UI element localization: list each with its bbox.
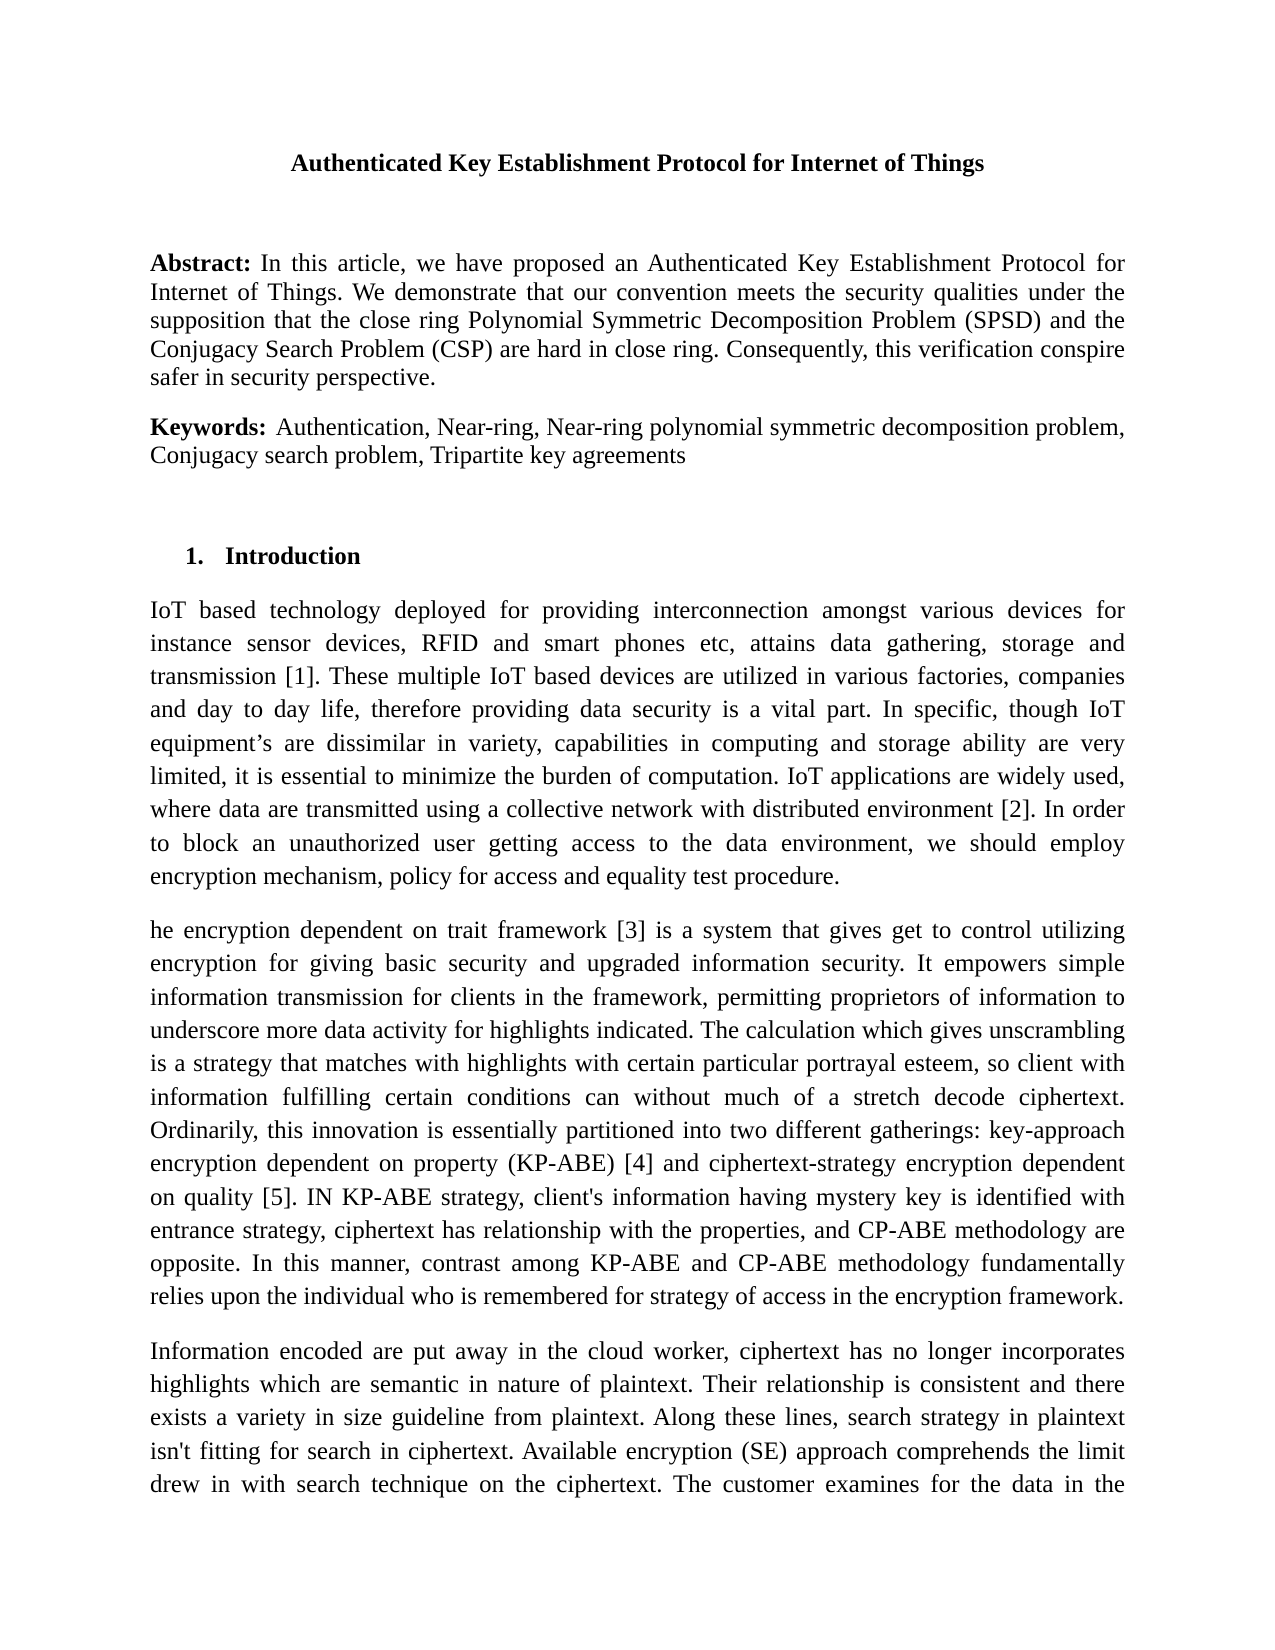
text-line: Conjugacy Search Problem (CSP) are hard in close ring. Consequently, this verification conspire	[150, 335, 1125, 363]
text-line: he encryption dependent on trait framework [3] is a system that gives get to control utilizing	[150, 917, 1125, 945]
keywords-label: Keywords:	[150, 413, 267, 441]
text-line: underscore more data activity for highlights indicated. The calculation which gives unscrambling	[150, 1017, 1125, 1045]
text-line: exists a variety in size guideline from plaintext. Along these lines, search strategy in plaintext	[150, 1404, 1125, 1432]
text-line: where data are transmitted using a collective network with distributed environment [2]. In order	[150, 796, 1125, 824]
abstract-section	[150, 250, 1125, 393]
paper-title: Authenticated Key Establishment Protocol for Internet of Things	[290, 150, 985, 177]
text-line: opposite. In this manner, contrast among KP-ABE and CP-ABE methodology fundamentally	[150, 1250, 1125, 1278]
text-line: safer in security perspective.	[150, 364, 436, 391]
text-line: Internet of Things. We demonstrate that our convention meets the security qualities under the	[150, 278, 1125, 306]
keywords-body	[150, 442, 1125, 471]
abstract-label: Abstract:	[150, 250, 252, 277]
section-title: Introduction	[225, 542, 361, 570]
text-line: isn't fitting for search in ciphertext. Available encryption (SE) approach comprehends the limit	[150, 1437, 1125, 1465]
text-line: transmission [1]. These multiple IoT based devices are utilized in various factories, companies	[150, 663, 1125, 691]
keywords-section	[150, 414, 1125, 471]
text-line: and day to day life, therefore providing data security is a vital part. In specific, though IoT	[150, 696, 1125, 724]
intro-paragraph-1	[150, 594, 1125, 894]
text-line: to block an unauthorized user getting access to the data environment, we should employ	[150, 829, 1125, 857]
abstract-first-line-text: In this article, we have proposed an Authenticated Key Establishment Protocol for	[260, 250, 1125, 277]
text-line: encryption for giving basic security and upgraded information security. It empowers simple	[150, 950, 1125, 978]
abstract-first-line	[150, 250, 1125, 279]
text-line: Conjugacy search problem, Tripartite key agreements	[150, 442, 686, 469]
text-line: drew in with search technique on the ciphertext. The customer examines for the data in the	[150, 1470, 1125, 1498]
text-line: on quality [5]. IN KP-ABE strategy, client's information having mystery key is identified with	[150, 1183, 1125, 1211]
text-line: instance sensor devices, RFID and smart phones etc, attains data gathering, storage and	[150, 629, 1125, 657]
text-line: limited, it is essential to minimize the burden of computation. IoT applications are widely used,	[150, 762, 1125, 790]
text-line: encryption dependent on property (KP-ABE) [4] and ciphertext-strategy encryption dependent	[150, 1150, 1125, 1178]
text-line: entrance strategy, ciphertext has relationship with the properties, and CP-ABE methodology are	[150, 1216, 1125, 1244]
text-line: IoT based technology deployed for providing interconnection amongst various devices for	[150, 596, 1125, 624]
text-line: relies upon the individual who is remembered for strategy of access in the encryption framework.	[150, 1283, 1124, 1311]
keywords-first-line-text: Authentication, Near-ring, Near-ring polynomial symmetric decomposition problem,	[275, 413, 1125, 441]
text-line: Information encoded are put away in the cloud worker, ciphertext has no longer incorporates	[150, 1337, 1125, 1365]
text-line: highlights which are semantic in nature of plaintext. Their relationship is consistent and there	[150, 1371, 1125, 1399]
text-line: equipment’s are dissimilar in variety, capabilities in computing and storage ability are very	[150, 729, 1125, 757]
section-number: 1.	[185, 542, 204, 570]
text-line: encryption mechanism, policy for access and equality test procedure.	[150, 862, 841, 890]
intro-paragraph-3	[150, 1335, 1125, 1501]
intro-paragraph-2	[150, 914, 1125, 1314]
section-heading	[150, 540, 1125, 573]
abstract-body	[150, 279, 1125, 393]
text-line: information transmission for clients in the framework, permitting proprietors of information to	[150, 983, 1125, 1011]
text-line: information fulfilling certain conditions can without much of a stretch decode ciphertext.	[150, 1083, 1125, 1111]
keywords-first-line	[150, 414, 1125, 443]
text-line: is a strategy that matches with highlights with certain particular portrayal esteem, so client with	[150, 1050, 1125, 1078]
text-line: supposition that the close ring Polynomial Symmetric Decomposition Problem (SPSD) and the	[150, 307, 1125, 334]
text-line: Ordinarily, this innovation is essentially partitioned into two different gatherings: key-approach	[150, 1116, 1125, 1144]
